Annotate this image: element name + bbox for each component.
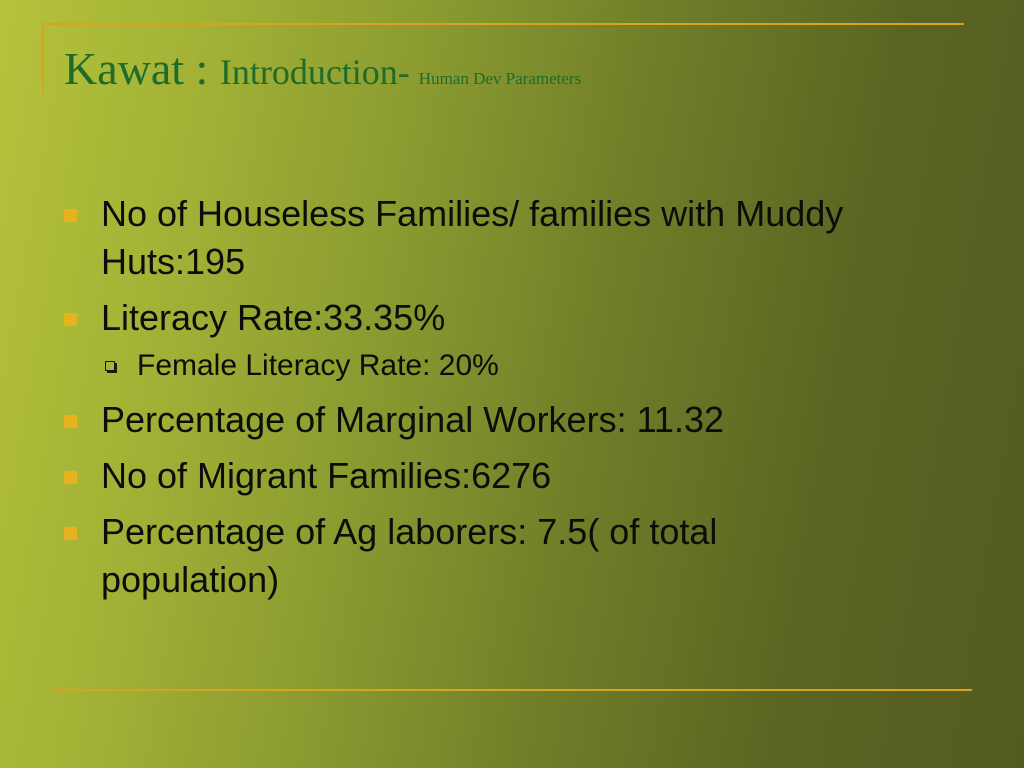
- square-bullet-icon: [64, 313, 77, 326]
- title-main: Kawat :: [64, 43, 220, 94]
- top-rule-divider: [42, 23, 964, 25]
- bullet-item: [64, 396, 864, 444]
- bullet-text: No of Houseless Families/ families with Muddy Huts:195: [101, 193, 844, 282]
- bullet-text: Percentage of Marginal Workers: 11.32: [101, 399, 724, 440]
- bullet-text: Literacy Rate:33.35%: [101, 297, 446, 338]
- square-bullet-icon: [64, 415, 77, 428]
- bullet-list: [64, 190, 864, 612]
- title-sub: Introduction-: [219, 52, 419, 92]
- square-bullet-icon: [64, 209, 77, 222]
- bullet-item: [64, 508, 864, 604]
- slide-title: [64, 43, 582, 94]
- bullet-item: [64, 452, 864, 500]
- square-bullet-icon: [64, 471, 77, 484]
- square-bullet-icon: [64, 527, 77, 540]
- bullet-item: [64, 294, 864, 342]
- hollow-square-bullet-icon: [105, 361, 115, 371]
- bottom-rule-divider: [52, 689, 972, 691]
- sub-bullet-text: Female Literacy Rate: 20%: [137, 349, 499, 382]
- bullet-item: [64, 190, 864, 286]
- title-small: Human Dev Parameters: [418, 69, 582, 88]
- left-rule-divider: [42, 23, 44, 93]
- bullet-text: No of Migrant Families:6276: [101, 455, 552, 496]
- sub-bullet-item: [64, 346, 864, 386]
- bullet-text: Percentage of Ag laborers: 7.5( of total population): [101, 511, 718, 600]
